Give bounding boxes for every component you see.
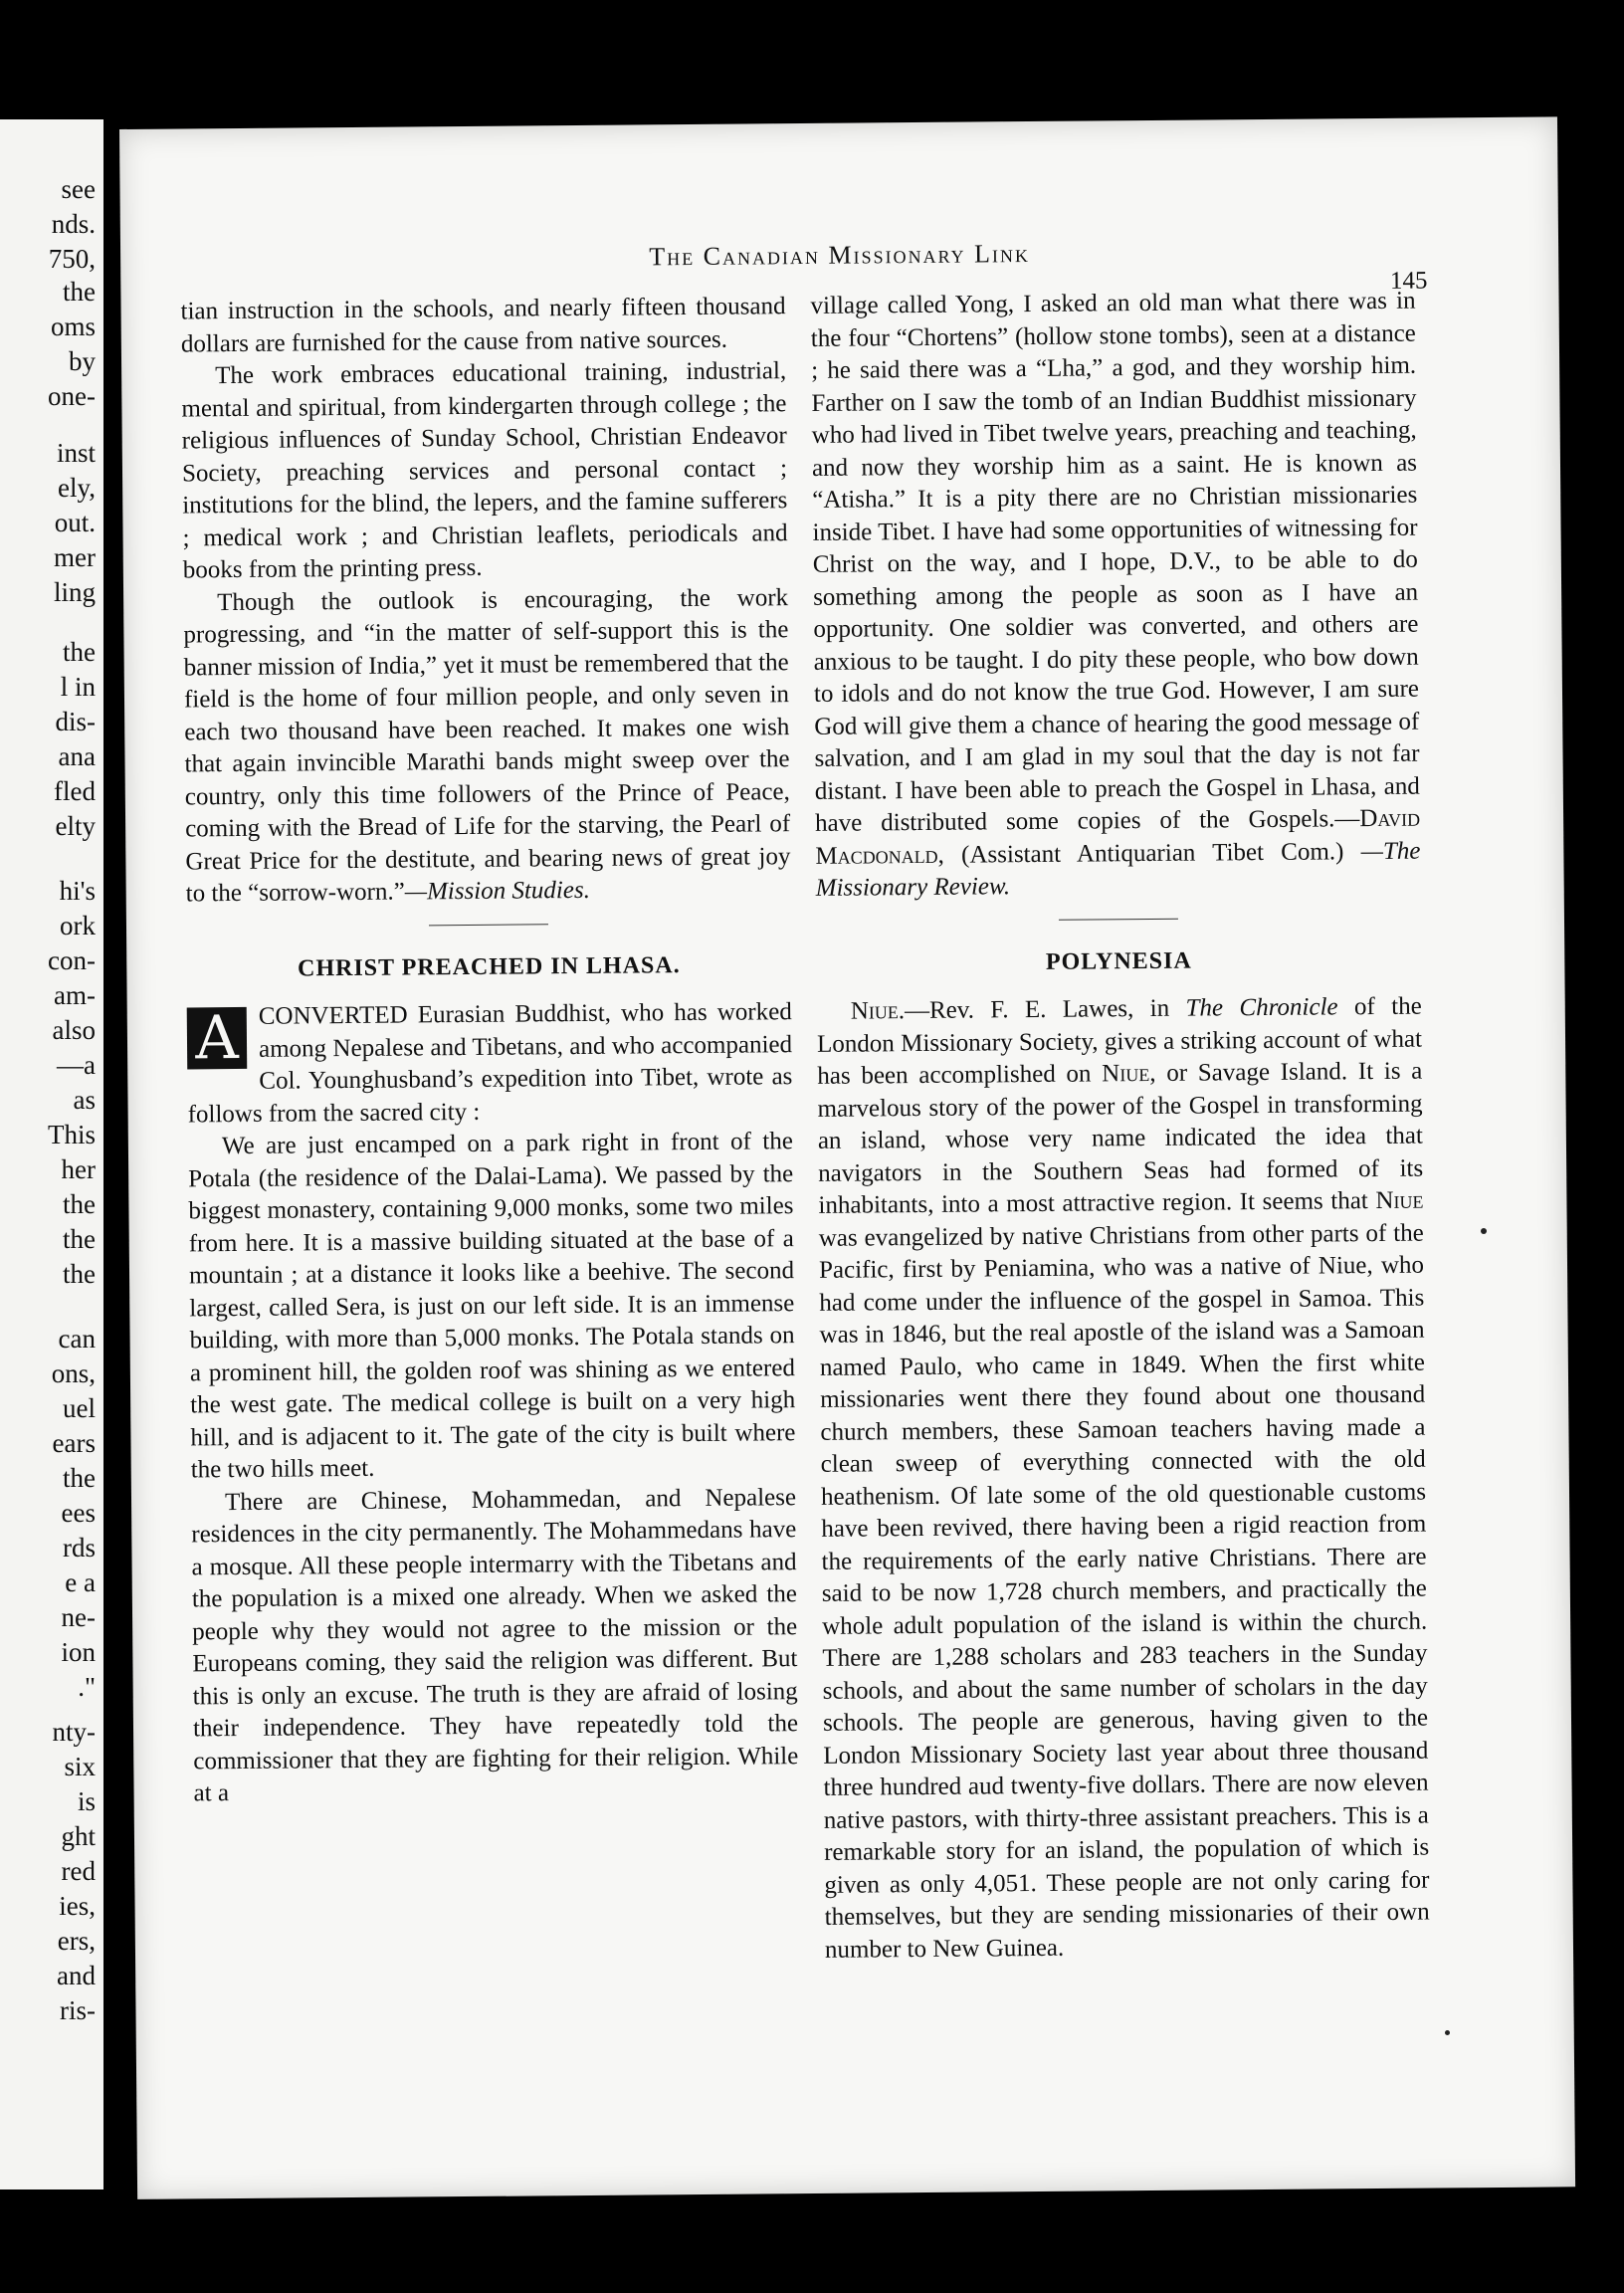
margin-fragment: ork: [60, 911, 96, 940]
running-header: [120, 234, 1558, 277]
paragraph: [183, 582, 791, 911]
margin-fragment: ris-: [60, 1995, 96, 2025]
margin-fragment: the: [63, 1259, 96, 1289]
margin-fragment: ne-: [61, 1602, 96, 1632]
section-heading: POLYNESIA: [1045, 947, 1192, 975]
margin-fragment: can: [58, 1324, 96, 1354]
signature: —David Macdonald,: [815, 804, 1421, 870]
margin-fragment: out.: [54, 508, 96, 537]
margin-fragment: see: [61, 174, 96, 204]
page: [119, 116, 1575, 2199]
margin-fragment: also: [52, 1015, 96, 1045]
paragraph: We are just encamped on a park right in front of the Potala (the residence of the Dalai-Lama). We passed by the biggest monastery, containing 9,000 monks, some two miles from here. It is a massive building situated at the base of a mountain ; at a distance it looks like a beehive. The second largest, called Sera, is just on our left side. It is an immense building, with more than 5,000 monks. The Potala stands on a prominent hill, the golden roof was shining as we entered the west gate. The medical college is built on a very high hill, and is adjacent to it. The gate of the city is built where the two hills meet.: [188, 1128, 796, 1484]
paragraph: tian instruction in the schools, and nearly fifteen thousand dollars are furnished for the cause from native sources.: [180, 293, 786, 357]
margin-fragment: ers,: [57, 1926, 96, 1956]
niue-text: was evangelized by native Christians from other parts of the Pacific, first by Peniamina, who was a native of Niue, who had come under the influence of the gospel in Samoa. This was in 1846, but the real apostle of the island was a Samoan named Paulo, who came in 1849. When the first white missionaries went there they found about one thousand church members, these Samoan teachers having made a clean sweep of everything connected with the old heathenism. Of late some of the old questionable customs have been revived, there having been a rigid reaction from the requirements of the early native Christians. There are said to be now 1,728 church members, and practically the whole adult population of the island is within the church. There are 1,288 scholars and 283 teachers in the Sunday schools, and about the same number of scholars in the day schools. The people are generous, having given to the London Missionary Society last year about three thousand three hundred aud twenty-five dollars. There are now eleven native pastors, with thirty-three assistant preachers. This is a remarkable story for an island, the population of which is given as only 4,051. These people are not only caring for themselves, but they are sending missionaries of their own number to New Guinea.: [818, 1219, 1430, 1964]
paragraph-text: village called Yong, I asked an old man what there was in the four “Chortens” (hollow stone tombs), seen at a distance ; he said there was a “Lha,” a god, and they worship him. Farther on I saw the tomb of an Indian Buddhist missionary who had lived in Tibet twelve years, preaching and teaching, and now they worship him as a saint. He is known as “Atisha.” It is a pity there are no Christian missionaries inside Tibet. I have had some opportunities of witnessing for Christ on the way, and I hope, D.V., to be able to do something among the people as soon as I have an opportunity. One soldier was converted, and others are anxious to be taught. I do pity these people, who bow down to idols and do not know the true God. However, I am sure God will give them a chance of hearing the good message of salvation, and I am glad in my soul that the day is not far distant. I have been able to preach the Gospel in Lhasa, and have distributed some copies of the Gospels.: [810, 287, 1420, 837]
margin-fragment: the: [63, 1189, 96, 1219]
margin-fragment: mer: [54, 542, 96, 572]
margin-fragment: red: [61, 1856, 96, 1886]
margin-fragment: oms: [50, 312, 96, 341]
source-citation: —Mission Studies.: [404, 876, 591, 906]
margin-fragment: e a: [65, 1567, 96, 1597]
margin-fragment: uel: [63, 1393, 96, 1423]
margin-fragment: ling: [53, 577, 96, 607]
margin-fragment: elty: [55, 811, 96, 841]
niue-text: , or Savage Island. It is a marvelous story of the power of the Gospel in transforming an island, whose very name indicated the idea that navigators in the Southern Seas had formed of its inhabitants, into a most attractive region. It seems that: [817, 1057, 1424, 1219]
margin-fragment: This: [47, 1120, 96, 1149]
paragraph: [817, 991, 1430, 1967]
paragraph-text: Though the outlook is encouraging, the work progressing, and “in the matter of self-support this is the banner mission of India,” yet it must be remembered that the field is the home of four million people, and only seven in each two thousand have been reached. It makes one wish that again invincible Marathi bands might sweep over the country, only this time followers of the Prince of Peace, coming with the Bread of Life for the starving, the Pearl of Great Price for the destitute, and bearing news of great joy to the “sorrow-worn.”: [183, 583, 791, 908]
margin-fragment: .": [78, 1672, 96, 1702]
margin-fragment: as: [73, 1085, 96, 1115]
margin-fragment: by: [69, 346, 96, 376]
running-header-title: The Canadian Missionary Link: [649, 239, 1031, 272]
margin-fragment: the: [63, 1224, 96, 1254]
margin-fragment: am-: [54, 980, 96, 1010]
margin-fragment: rds: [63, 1533, 96, 1563]
speck: [1445, 2030, 1450, 2035]
section-divider: [429, 924, 548, 926]
left-column: [180, 291, 798, 1810]
section-heading: CHRIST PREACHED IN LHASA.: [297, 951, 681, 981]
margin-fragment: inst: [56, 438, 96, 468]
niue-label: Niue: [1102, 1060, 1150, 1088]
paragraph: The work embraces educational training, industrial, mental and spiritual, from kindergarten through college ; the religious influences of Sunday School, Christian Endeavor Society, preaching services and personal contact ; institutions for the blind, the lepers, and the famine sufferers ; medical work ; and Christian leaflets, periodicals and books from the printing press.: [181, 357, 788, 584]
signature-note: (Assistant Antiquarian Tibet Com.): [943, 837, 1344, 869]
page-number: 145: [1389, 267, 1428, 295]
speck: [1481, 1228, 1487, 1234]
margin-fragment: the: [63, 1463, 96, 1493]
margin-fragment: con-: [48, 945, 96, 975]
margin-fragment: dis-: [55, 707, 96, 736]
niue-text: of the London Missionary Society, gives a striking account of what has been accomplished on: [816, 992, 1423, 1090]
margin-fragment: ons,: [51, 1358, 96, 1388]
margin-fragment: hi's: [59, 876, 96, 906]
margin-fragment: ies,: [59, 1891, 96, 1921]
margin-fragment: nds.: [51, 209, 96, 239]
margin-fragment: the: [63, 277, 96, 307]
margin-fragment: ely,: [58, 473, 96, 503]
margin-fragment: ion: [61, 1637, 96, 1667]
intro-paragraph: [187, 996, 793, 1131]
margin-fragment: l in: [60, 672, 96, 702]
margin-fragment: fled: [54, 776, 96, 806]
niue-label: Niue.: [850, 997, 906, 1025]
paragraph: [810, 286, 1420, 906]
intro-text: Eurasian Buddhist, who has worked among Nepalese and Tibetans, and who accompanied Col. Younghusband’s expedition into Tibet, wrote as follows from the sacred city :: [187, 998, 793, 1128]
margin-fragment: ana: [58, 741, 96, 771]
margin-fragment: and: [57, 1961, 96, 1990]
margin-fragment: one-: [48, 381, 96, 411]
adjacent-page-edge: [0, 119, 103, 2189]
margin-fragment: —a: [57, 1050, 96, 1080]
drop-cap: A: [187, 1007, 248, 1070]
margin-fragment: her: [61, 1154, 96, 1184]
niue-label: Niue: [1375, 1186, 1424, 1215]
paragraph: There are Chinese, Mohammedan, and Nepalese residences in the city permanently. The Mohammedans have a mosque. All these people intermarry with the Tibetans and the population is a mixed one already. When we asked the people why they would not agree to the mission or the Europeans coming, they said the religion was different. But this is only an excuse. The truth is they are afraid of losing their independence. They have repeatedly told the commissioner that they are fighting for their religion. While at a: [191, 1483, 799, 1807]
journal-title: The Chronicle: [1185, 993, 1338, 1022]
niue-intro: —Rev. F. E. Lawes, in: [904, 994, 1186, 1025]
margin-fragment: 750,: [48, 244, 96, 274]
intro-smallcaps: CONVERTED: [258, 1001, 408, 1030]
margin-fragment: ees: [61, 1498, 96, 1528]
margin-fragment: nty-: [52, 1717, 96, 1747]
section-divider: [1059, 918, 1178, 920]
source-citation: —The Missionary Review.: [815, 837, 1421, 902]
margin-fragment: the: [63, 637, 96, 667]
margin-fragment: ears: [52, 1428, 96, 1458]
margin-fragment: is: [77, 1786, 96, 1816]
margin-fragment: ght: [61, 1821, 96, 1851]
margin-fragment: six: [64, 1752, 96, 1781]
right-column: [810, 286, 1430, 1967]
